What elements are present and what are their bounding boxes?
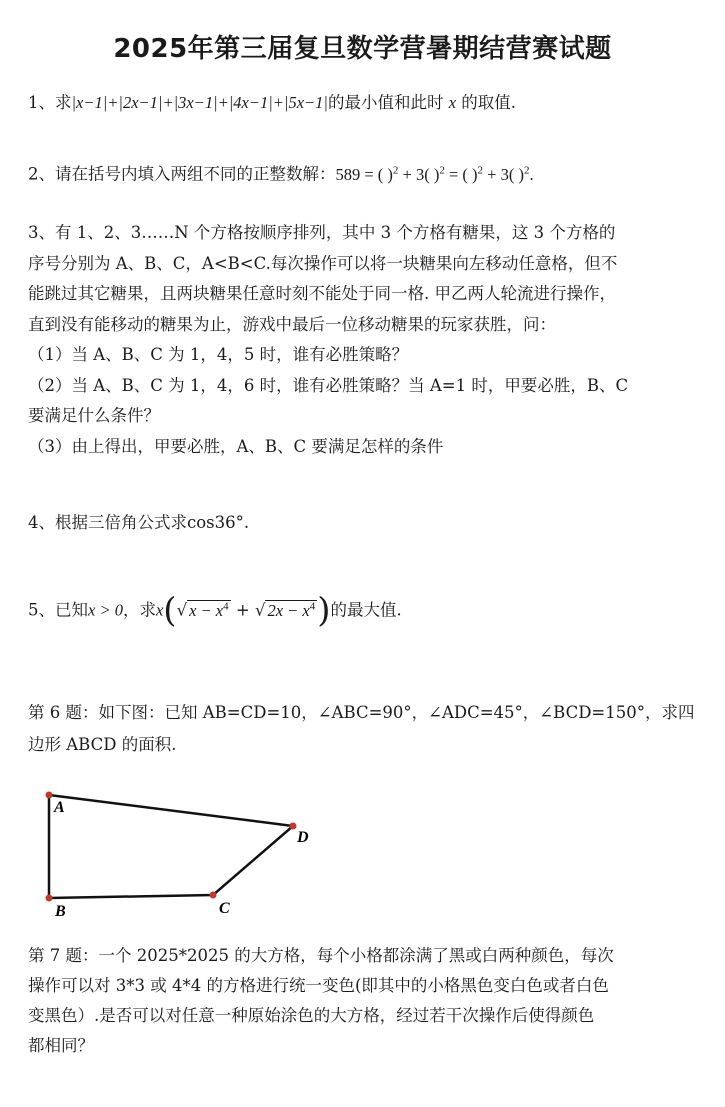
q2-eq-c: = ( ) bbox=[444, 164, 478, 184]
q5-variable: x bbox=[155, 600, 164, 620]
q4-expr: cos36° bbox=[187, 513, 244, 532]
label-c: C bbox=[219, 900, 230, 917]
q2-end: . bbox=[529, 164, 534, 184]
q7-line: 操作可以对 3*3 或 4*4 的方格进行统一变色(即其中的小格黑色变白色或者白色 bbox=[28, 976, 609, 995]
q3-line: 3、有 1、2、3……N 个方格按顺序排列，其中 3 个方格有糖果，这 3 个方格的 bbox=[28, 223, 616, 242]
q3-line: （2）当 A、B、C 为 1，4，6 时，谁有必胜策略？当 A=1 时，甲要必胜，B、C bbox=[28, 375, 629, 395]
q7-line: 第 7 题：一个 2025*2025 的大方格，每个小格都涂满了黑或白两种颜色，每次 bbox=[28, 946, 614, 965]
question-7 bbox=[28, 941, 700, 1061]
q5-right-paren: ) bbox=[317, 590, 331, 631]
q5-radicand-2: 2x − x bbox=[267, 600, 310, 620]
q1-expression: |x−1|+|2x−1|+|3x−1|+|4x−1|+|5x−1| bbox=[71, 93, 328, 112]
q5-radical-1: √ $x - x^4$ bbox=[176, 600, 229, 620]
q1-tail-a: 的最小值和此时 bbox=[327, 93, 444, 112]
q5-power-1: 4 bbox=[223, 600, 229, 612]
point-a bbox=[46, 792, 53, 799]
q1-tail-b: 的取值. bbox=[461, 93, 517, 112]
q3-line: 要满足什么条件？ bbox=[28, 406, 160, 425]
q2-number: 589 bbox=[335, 164, 361, 184]
q2-sq-2: 2 bbox=[439, 164, 445, 176]
q3-line: 直到没有能移动的糖果为止，游戏中最后一位移动糖果的玩家获胜，问： bbox=[28, 314, 556, 334]
q1-variable: x bbox=[448, 93, 457, 112]
q5-left-paren: ( bbox=[163, 590, 177, 631]
q3-line: 能跳过其它糖果，且两块糖果任意时刻不能处于同一格. 甲乙两人轮流进行操作， bbox=[28, 284, 616, 303]
label-d: D bbox=[297, 829, 309, 846]
point-b bbox=[46, 895, 53, 902]
q5-condition: x > 0 bbox=[88, 600, 123, 620]
q6-line: 第 6 题：如下图：已知 AB=CD=10，∠ABC=90°，∠ADC=45°，∠BCD=150°，求四 bbox=[28, 703, 695, 722]
q5-plus: + bbox=[235, 600, 250, 620]
label-b: B bbox=[55, 903, 66, 920]
page-title: 2025年第三届复旦数学营暑期结营赛试题 bbox=[113, 34, 612, 64]
q1-number: 1、求 bbox=[28, 93, 72, 112]
q3-line: 序号分别为 A、B、C，A<B<C.每次操作可以将一块糖果向左移动任意格，但不 bbox=[28, 253, 618, 273]
q5-prefix: 5、已知 bbox=[28, 600, 88, 620]
q6-line: 边形 ABCD 的面积. bbox=[28, 735, 177, 754]
q2-eq-d: + 3( ) bbox=[483, 164, 524, 184]
q3-line: （1）当 A、B、C 为 1，4，5 时，谁有必胜策略？ bbox=[28, 345, 409, 364]
q2-eq-a: = ( ) bbox=[360, 164, 393, 184]
q2-sq-4: 2 bbox=[523, 164, 530, 176]
q3-line: （3）由上得出，甲要必胜，A、B、C 要满足怎样的条件 bbox=[28, 436, 444, 456]
q2-eq-b: + 3( ) bbox=[398, 164, 440, 184]
q5-radicand-1: x − x bbox=[189, 600, 224, 620]
q4-end: . bbox=[243, 513, 250, 532]
q2-text: 2、请在括号内填入两组不同的正整数解： bbox=[28, 164, 336, 184]
label-a: A bbox=[54, 799, 65, 816]
q4-text: 4、根据三倍角公式求 bbox=[28, 513, 187, 532]
q2-sq-3: 2 bbox=[477, 164, 484, 176]
q7-line: 都相同？ bbox=[28, 1036, 94, 1055]
q7-line: 变黑色）.是否可以对任意一种原始涂色的大方格，经过若干次操作后使得颜色 bbox=[28, 1006, 595, 1025]
quadrilateral-abcd bbox=[49, 795, 293, 898]
point-c bbox=[210, 892, 217, 899]
q5-power-2: 4 bbox=[309, 600, 316, 612]
point-d bbox=[290, 823, 297, 830]
q5-mid: ，求 bbox=[122, 600, 156, 620]
q5-radical-2: √ $2x - x^4$ bbox=[254, 600, 316, 620]
q2-sq-1: 2 bbox=[392, 164, 399, 176]
q5-suffix: 的最大值. bbox=[330, 600, 402, 620]
